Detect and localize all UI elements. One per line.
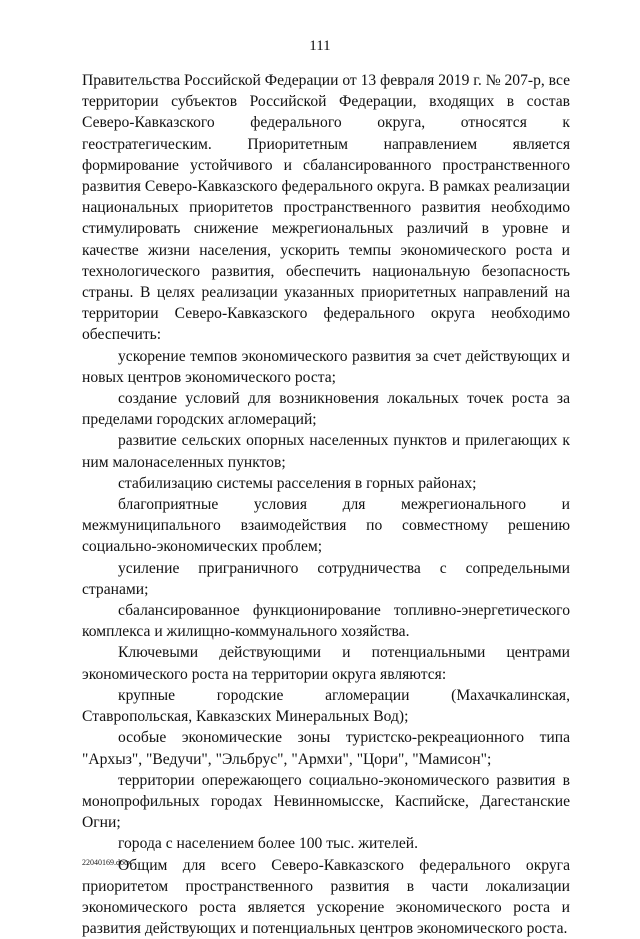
list-item: благоприятные условия для межрегионального и межмуниципального взаимодействия по совместному решению социально-экономических проблем;: [82, 496, 570, 556]
list-item: усиление приграничного сотрудничества с сопредельными странами;: [82, 559, 570, 598]
page-number: 111: [309, 38, 331, 54]
list-item: территории опережающего социально-экономического развития в монопрофильных городах Невинномысске, Каспийске, Дагестанские Огни;: [82, 771, 570, 832]
list-item: сбалансированное функционирование топливно-энергетического комплекса и жилищно-коммунального хозяйства.: [82, 602, 570, 641]
document-body: [82, 70, 570, 939]
footer-filename: 22040169.docx: [82, 858, 132, 867]
list-item: развитие сельских опорных населенных пунктов и прилегающих к ним малонаселенных пунктов;: [82, 432, 570, 471]
list-item: создание условий для возникновения локальных точек роста за пределами городских агломераций;: [82, 390, 570, 429]
paragraph: Общим для всего Северо-Кавказского федерального округа приоритетом пространственного развития в части локализации экономического роста является ускорение экономического роста и развития действующих и потенциальных центров экономического роста.: [82, 856, 570, 938]
list-item: стабилизацию системы расселения в горных районах;: [118, 474, 477, 492]
list-item: ускорение темпов экономического развития за счет действующих и новых центров экономического роста;: [82, 347, 570, 386]
paragraph-continuation: Правительства Российской Федерации от 13 февраля 2019 г. № 207-р, все территории субъектов Российской Федерации, входящих в состав Северо-Кавказского федерального округа, относятся к геостратегическим. Приоритетным направлением является формирование устойчивого и сбалансированного пространственного развития Северо-Кавказского федерального округа. В рамках реализации национальных приоритетов пространственного развития необходимо стимулировать снижение межрегиональных различий в уровне и качестве жизни населения, ускорить темпы экономического роста и технологического развития, обеспечить национальную безопасность страны. В целях реализации указанных приоритетных направлений на территории Северо-Кавказского федерального округа необходимо обеспечить:: [82, 72, 570, 344]
paragraph: Ключевыми действующими и потенциальными центрами экономического роста на территории округа являются:: [82, 644, 570, 683]
list-item: крупные городские агломерации (Махачкалинская, Ставропольская, Кавказских Минеральных Вод);: [82, 686, 570, 726]
list-item: особые экономические зоны туристско-рекреационного типа "Архыз", "Ведучи", "Эльбрус", "Армхи", "Цори", "Мамисон";: [82, 729, 570, 768]
list-item: города с населением более 100 тыс. жителей.: [118, 835, 419, 853]
